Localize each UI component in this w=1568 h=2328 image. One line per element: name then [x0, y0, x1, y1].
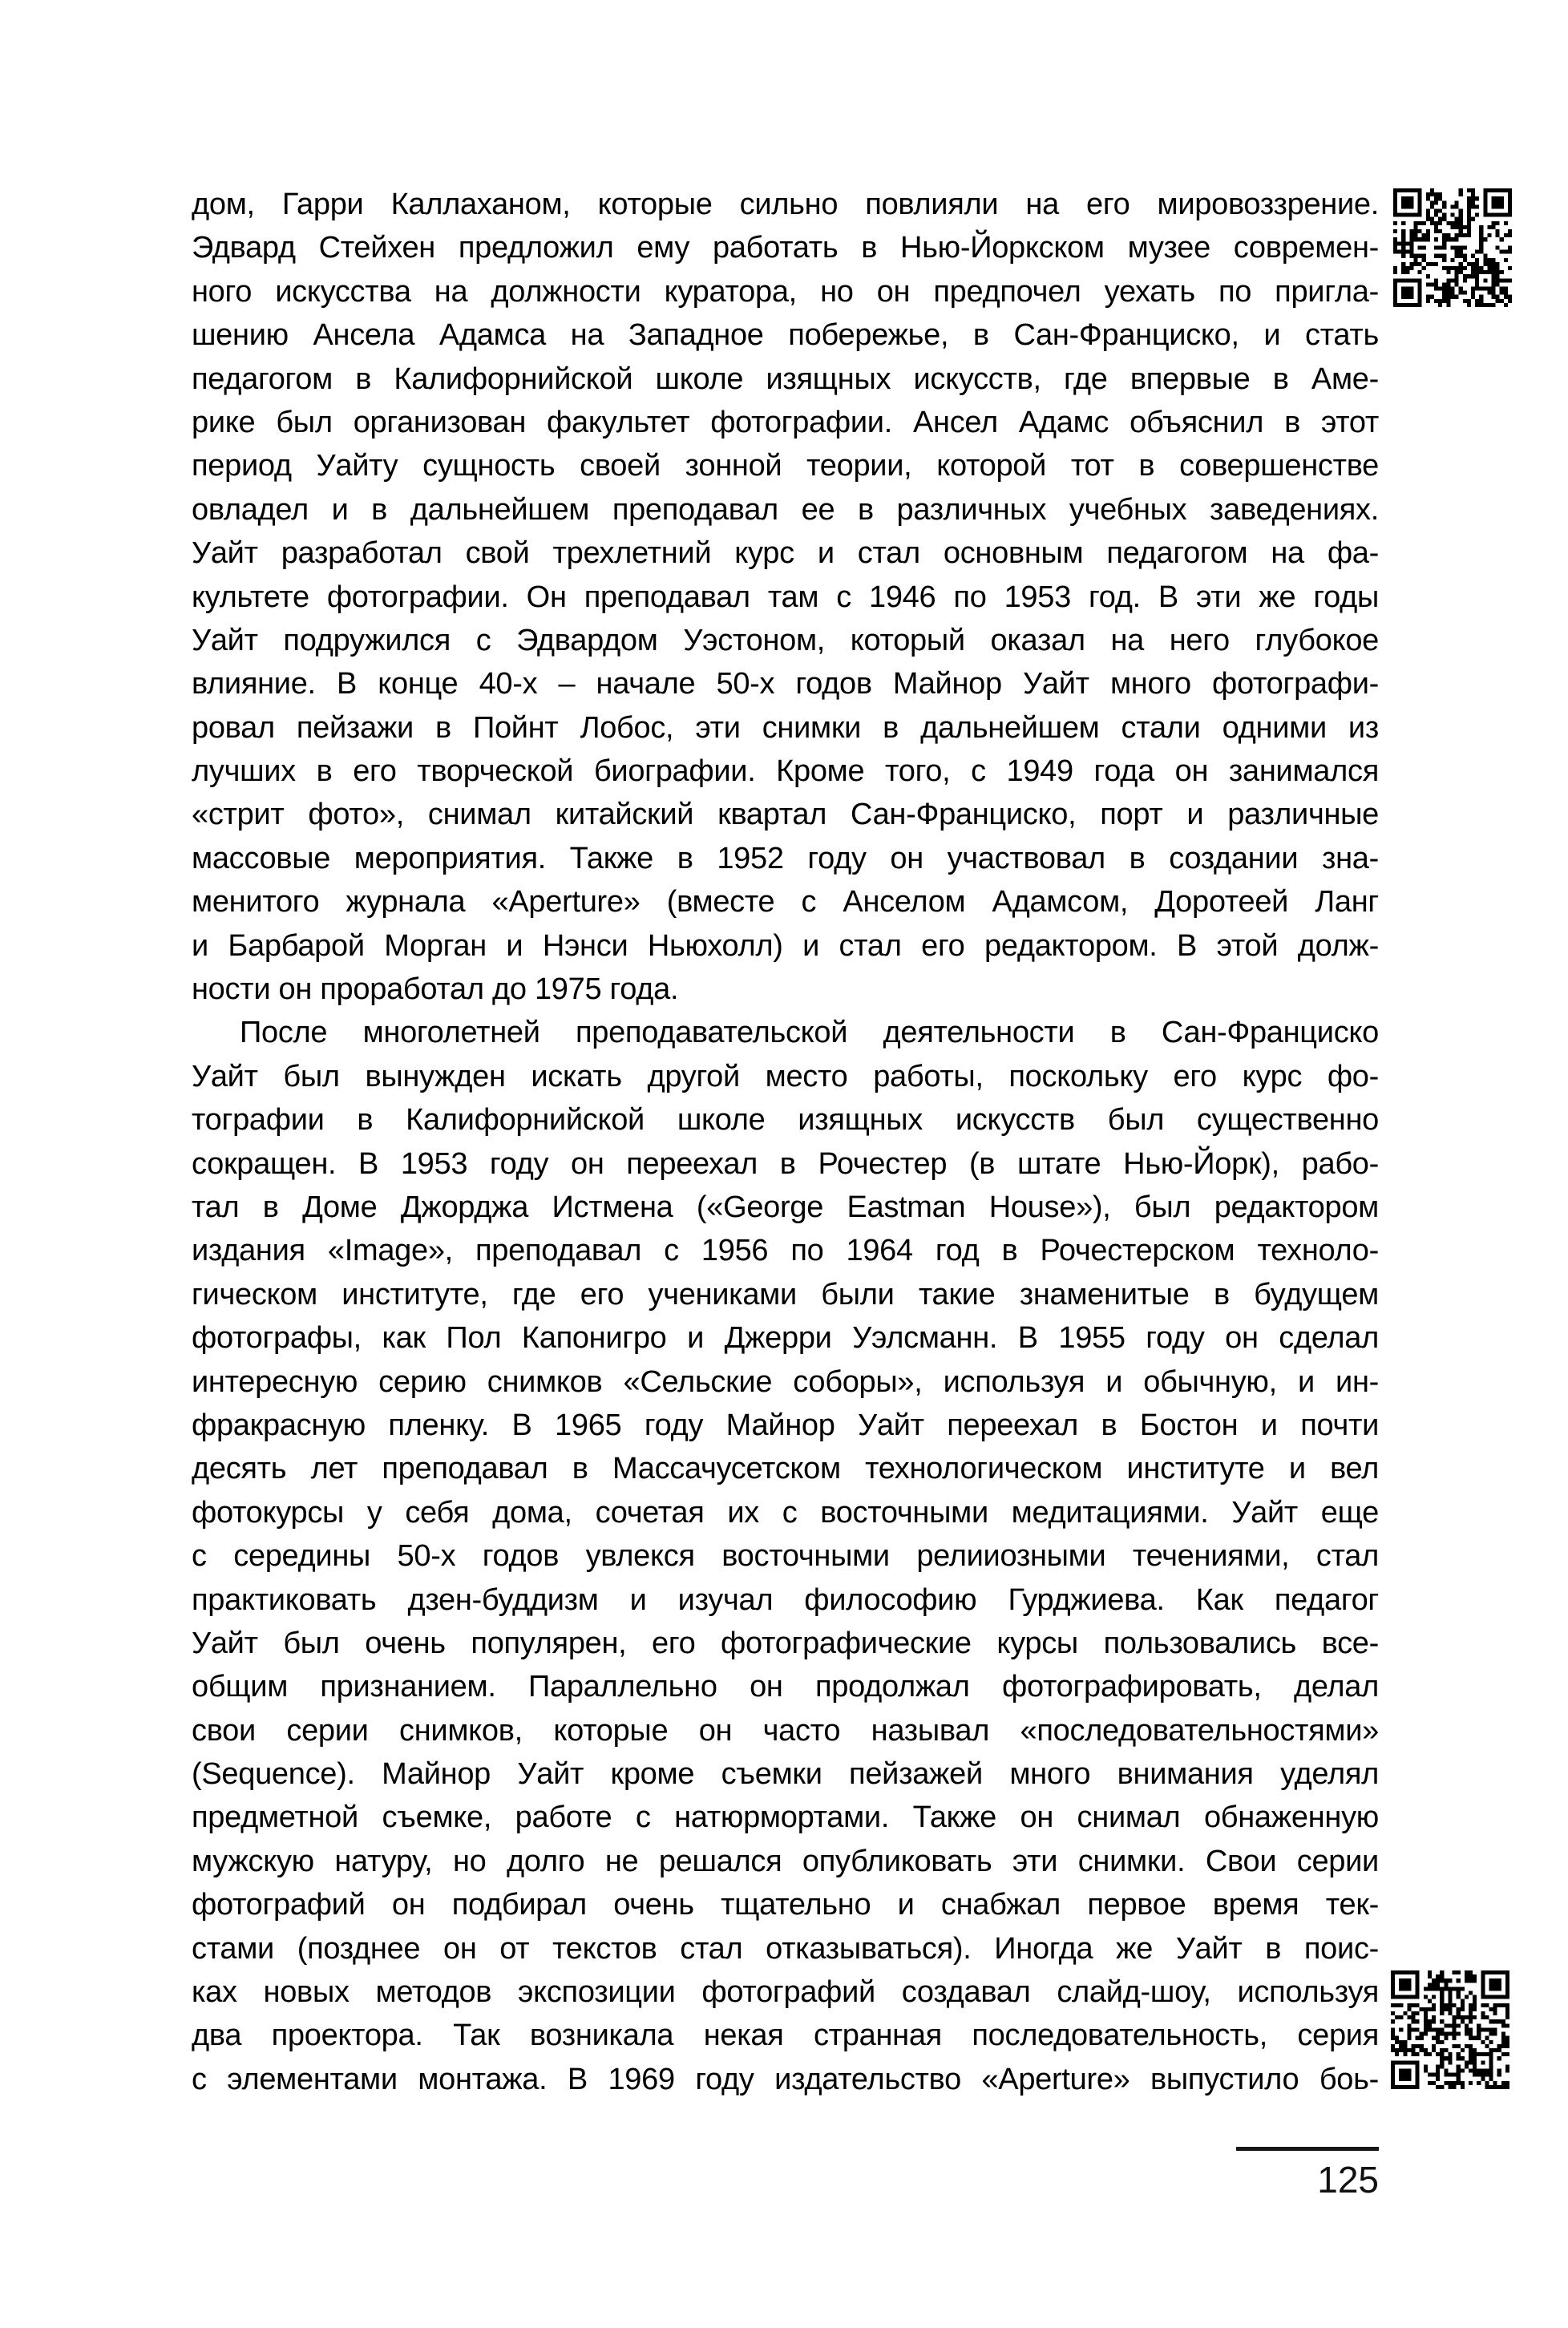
- text-line: предметной съемке, работе с натюрмортами. Также он снимал обнаженную: [192, 1801, 1379, 1835]
- text-line: ках новых методов экспозиции фотографий создавал слайд-шоу, используя: [192, 1975, 1379, 2010]
- text-line: Уайт подружился с Эдвардом Уэстоном, который оказал на него глубокое: [192, 623, 1379, 657]
- text-line: тографии в Калифорнийской школе изящных искусств был существенно: [192, 1103, 1379, 1138]
- page-number: 125: [1317, 2159, 1379, 2201]
- text-line: После многолетней преподавательской деятельности в Сан-Франциско: [240, 1016, 1379, 1050]
- text-line: овладел и в дальнейшем преподавал ее в различных учебных заведениях.: [192, 492, 1379, 527]
- text-line: гическом институте, где его учениками были такие знаменитые в будущем: [192, 1277, 1379, 1312]
- text-line: фотографы, как Пол Капонигро и Джерри Уэлсманн. В 1955 году он сделал: [192, 1321, 1379, 1356]
- text-line: культете фотографии. Он преподавал там с 1946 по 1953 год. В эти же годы: [192, 580, 1379, 614]
- text-line: фотокурсы у себя дома, сочетая их с восточными медитациями. Уайт еще: [192, 1495, 1379, 1530]
- text-line: тал в Доме Джорджа Истмена («George Eastman House»), был редактором: [192, 1190, 1379, 1224]
- paragraph-1: [192, 183, 1379, 1011]
- text-line: практиковать дзен-буддизм и изучал философию Гурджиева. Как педагог: [192, 1582, 1379, 1617]
- text-line: фракрасную пленку. В 1965 году Майнор Уайт переехал в Бостон и почти: [192, 1408, 1379, 1442]
- text-line: шению Ансела Адамса на Западное побережье, в Сан-Франциско, и стать: [192, 318, 1379, 353]
- text-line: и Барбарой Морган и Нэнси Ньюхолл) и стал его редактором. В этой долж-: [192, 928, 1379, 963]
- text-line: мужскую натуру, но долго не решался опубликовать эти снимки. Свои серии: [192, 1844, 1379, 1878]
- text-line: рике был организован факультет фотографии. Ансел Адамс объяснил в этот: [192, 405, 1379, 439]
- text-line: Уайт разработал свой трехлетний курс и стал основным педагогом на фа-: [192, 536, 1379, 571]
- footer-rule: [1236, 2147, 1379, 2151]
- qr-code-bottom-right: [1391, 1970, 1509, 2089]
- text-line: менитого журнала «Aperture» (вместе с Анселом Адамсом, Доротеей Ланг: [192, 885, 1379, 919]
- text-line: период Уайту сущность своей зонной теории, которой тот в совершенстве: [192, 449, 1379, 483]
- text-line: фотографий он подбирал очень тщательно и снабжал первое время тек-: [192, 1888, 1379, 1922]
- paragraph-2: [192, 1011, 1379, 2101]
- text-line: стами (позднее он от текстов стал отказываться). Иногда же Уайт в поис-: [192, 1931, 1379, 1966]
- text-line: издания «Image», преподавал с 1956 по 1964 год в Рочестерском техноло-: [192, 1234, 1379, 1268]
- text-line: два проектора. Так возникала некая странная последовательность, серия: [192, 2019, 1379, 2053]
- qr-code-top-right: [1393, 188, 1512, 307]
- text-line: общим признанием. Параллельно он продолжал фотографировать, делал: [192, 1670, 1379, 1704]
- text-line: интересную серию снимков «Сельские соборы», используя и обычную, и ин-: [192, 1364, 1379, 1399]
- text-line: (Sequence). Майнор Уайт кроме съемки пейзажей много внимания уделял: [192, 1757, 1379, 1792]
- text-line: лучших в его творческой биографии. Кроме того, с 1949 года он занимался: [192, 754, 1379, 789]
- body-text: [192, 183, 1379, 2101]
- text-line: с середины 50-х годов увлекся восточными релииозными течениями, стал: [192, 1539, 1379, 1574]
- text-line: с элементами монтажа. В 1969 году издательство «Aperture» выпустило боь-: [192, 2062, 1379, 2096]
- text-line: свои серии снимков, которые он часто называл «последовательностями»: [192, 1713, 1379, 1748]
- text-line: десять лет преподавал в Массачусетском технологическом институте и вел: [192, 1452, 1379, 1486]
- text-line: ного искусства на должности куратора, но он предпочел уехать по пригла-: [192, 274, 1379, 309]
- text-line: ровал пейзажи в Пойнт Лобос, эти снимки в дальнейшем стали одними из: [192, 710, 1379, 745]
- text-line: Уайт был вынужден искать другой место работы, поскольку его курс фо-: [192, 1059, 1379, 1093]
- text-line: сокращен. В 1953 году он переехал в Рочестер (в штате Нью-Йорк), рабо-: [192, 1146, 1379, 1181]
- text-line: влияние. В конце 40-х – начале 50-х годов Майнор Уайт много фотографи-: [192, 667, 1379, 701]
- text-line: педагогом в Калифорнийской школе изящных искусств, где впервые в Аме-: [192, 362, 1379, 396]
- text-line: Эдвард Стейхен предложил ему работать в Нью-Йоркском музее современ-: [192, 231, 1379, 265]
- text-line: ности он проработал до 1975 года.: [192, 972, 679, 1007]
- text-line: Уайт был очень популярен, его фотографические курсы пользовались все-: [192, 1626, 1379, 1660]
- text-line: дом, Гарри Каллаханом, которые сильно повлияли на его мировоззрение.: [192, 188, 1379, 221]
- text-line: массовые мероприятия. Также в 1952 году он участвовал в создании зна-: [192, 841, 1379, 875]
- text-line: «стрит фото», снимал китайский квартал Сан-Франциско, порт и различные: [192, 798, 1379, 832]
